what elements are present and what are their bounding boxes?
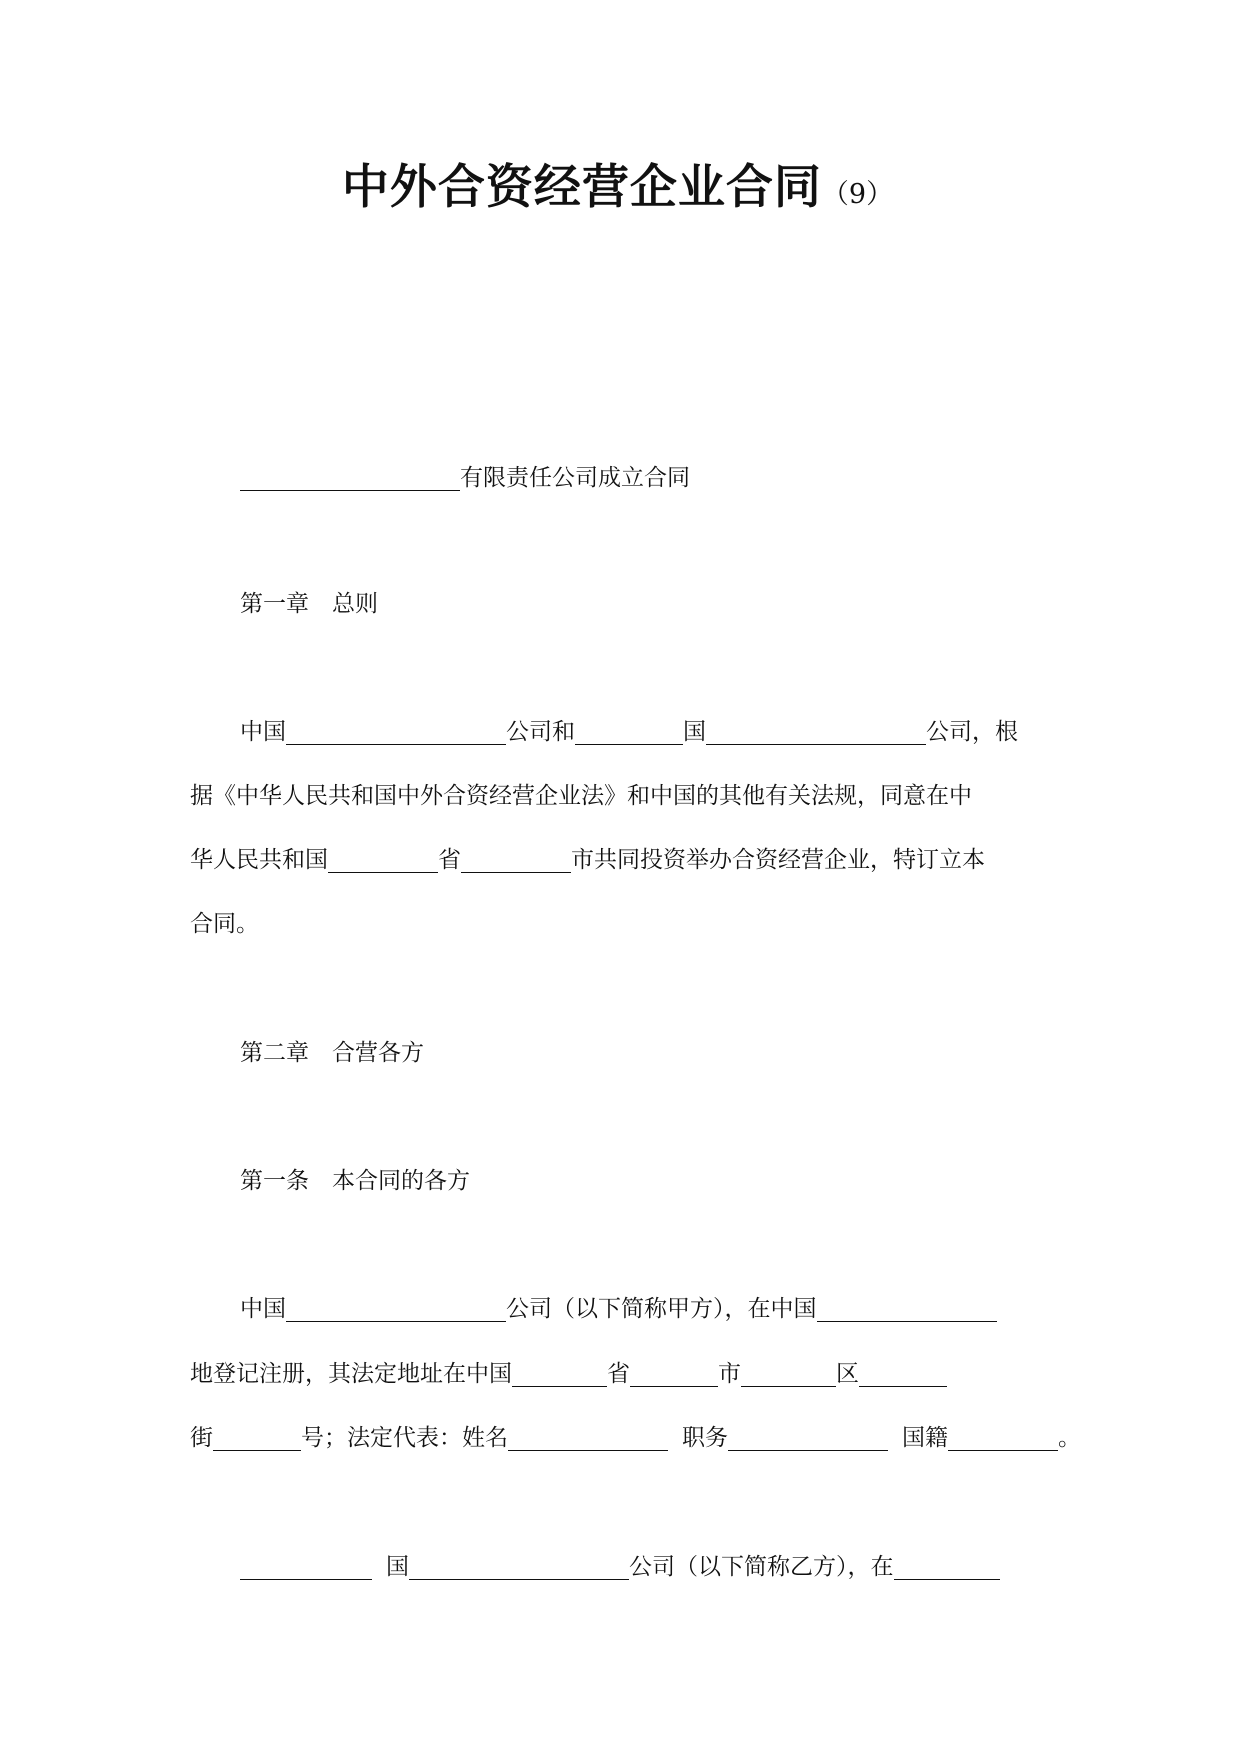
text: 职务 xyxy=(682,1425,728,1451)
article-1-heading: 第一条 本合同的各方 xyxy=(240,1168,470,1194)
paragraph-1-line-2: 据《中华人民共和国中外合资经营企业法》和中国的其他有关法规，同意在中 xyxy=(190,783,972,809)
text: 。 xyxy=(1058,1425,1081,1451)
contract-heading-line xyxy=(240,462,690,494)
blank-field[interactable] xyxy=(630,1362,718,1387)
paragraph-1-line-1 xyxy=(240,716,1018,748)
text: 国籍 xyxy=(902,1425,948,1451)
document-title xyxy=(0,150,1235,217)
text: 国 xyxy=(386,1554,409,1580)
blank-field[interactable] xyxy=(512,1362,607,1387)
text: 市共同投资举办合资经营企业，特订立本 xyxy=(571,847,985,873)
blank-field[interactable] xyxy=(575,720,683,745)
blank-field[interactable] xyxy=(286,1297,506,1322)
blank-field[interactable] xyxy=(859,1362,947,1387)
text: 公司和 xyxy=(506,719,575,745)
blank-field[interactable] xyxy=(706,720,926,745)
text: 地登记注册，其法定地址在中国 xyxy=(190,1361,512,1387)
blank-field[interactable] xyxy=(286,720,506,745)
blank-field[interactable] xyxy=(741,1362,836,1387)
text: 中国 xyxy=(240,1296,286,1322)
title-text: 中外合资经营企业合同 xyxy=(341,160,822,215)
blank-field[interactable] xyxy=(461,848,571,873)
party-a-line-2 xyxy=(190,1358,947,1390)
text: 中国 xyxy=(240,719,286,745)
text: 市 xyxy=(718,1361,741,1387)
text: 号；法定代表：姓名 xyxy=(301,1425,508,1451)
blank-field[interactable] xyxy=(240,466,460,491)
blank-field[interactable] xyxy=(409,1555,629,1580)
title-number: （9） xyxy=(821,179,894,210)
blank-field[interactable] xyxy=(508,1426,668,1451)
party-b-line-1 xyxy=(240,1551,1000,1583)
blank-field[interactable] xyxy=(894,1555,1000,1580)
text: 国 xyxy=(683,719,706,745)
text: 街 xyxy=(190,1425,213,1451)
chapter-1-heading: 第一章 总则 xyxy=(240,591,378,617)
blank-field[interactable] xyxy=(948,1426,1058,1451)
text: 省 xyxy=(607,1361,630,1387)
blank-field[interactable] xyxy=(728,1426,888,1451)
blank-field[interactable] xyxy=(240,1555,372,1580)
chapter-2-heading: 第二章 合营各方 xyxy=(240,1040,424,1066)
party-a-line-1 xyxy=(240,1293,997,1325)
text: 华人民共和国 xyxy=(190,847,328,873)
paragraph-1-line-4: 合同。 xyxy=(190,911,259,937)
text: 省 xyxy=(438,847,461,873)
text: 公司（以下简称乙方），在 xyxy=(629,1554,894,1580)
contract-heading: 有限责任公司成立合同 xyxy=(460,465,690,491)
blank-field[interactable] xyxy=(213,1426,301,1451)
party-a-line-3 xyxy=(190,1422,1081,1454)
text: 公司（以下简称甲方），在中国 xyxy=(506,1296,817,1322)
blank-field[interactable] xyxy=(817,1297,997,1322)
blank-field[interactable] xyxy=(328,848,438,873)
text: 区 xyxy=(836,1361,859,1387)
paragraph-1-line-3 xyxy=(190,844,985,876)
text: 公司，根 xyxy=(926,719,1018,745)
